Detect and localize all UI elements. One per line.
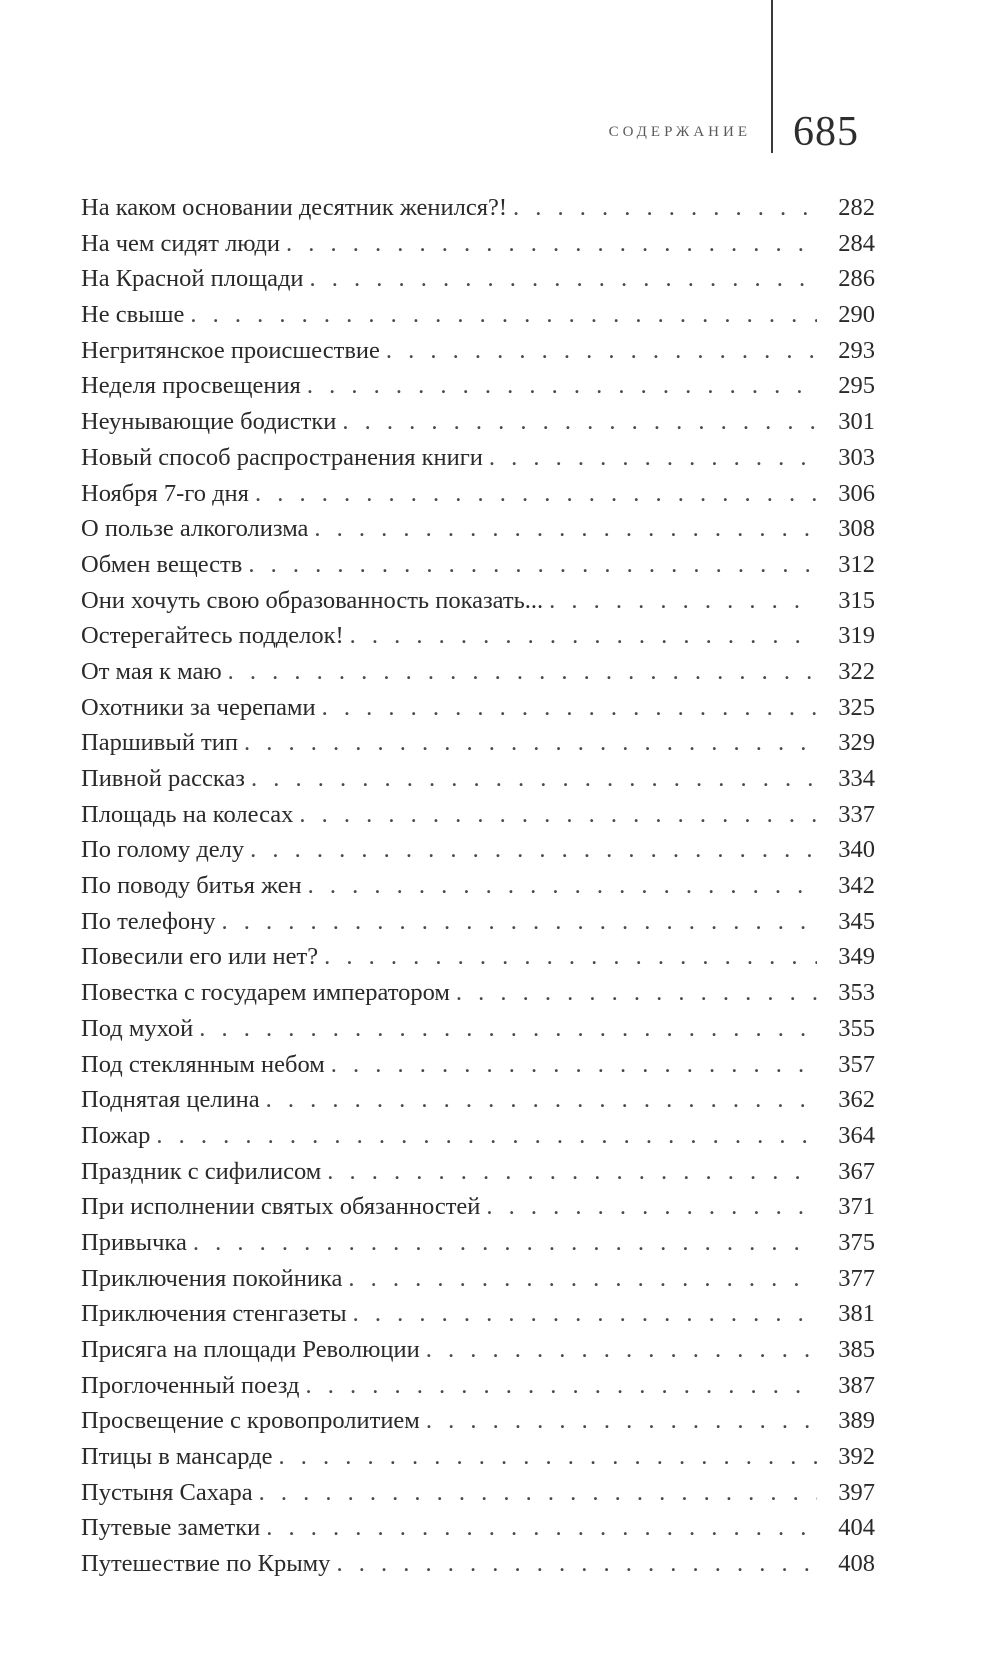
toc-dot-leader: [322, 690, 817, 726]
toc-dot-leader: [549, 583, 817, 619]
toc-dot-leader: [324, 939, 817, 975]
toc-entry-page: 301: [838, 408, 875, 436]
toc-entry-page: 375: [838, 1228, 875, 1256]
toc-entry-page: 319: [838, 622, 875, 650]
toc-entry-page: 385: [838, 1336, 875, 1363]
toc-dot-leader: [299, 797, 817, 833]
toc-entry-page: 345: [838, 907, 875, 935]
table-of-contents: [81, 190, 875, 1582]
toc-entry-title: Приключения покойника: [81, 1264, 343, 1292]
toc-dot-leader: [426, 1403, 817, 1439]
toc-entry-title: Новый способ распространения книги: [81, 443, 483, 471]
toc-entry[interactable]: [81, 1011, 875, 1047]
toc-entry[interactable]: [81, 725, 875, 761]
toc-entry[interactable]: [81, 1439, 875, 1475]
toc-entry[interactable]: [81, 547, 875, 583]
toc-entry[interactable]: [81, 690, 875, 726]
toc-entry[interactable]: [81, 832, 875, 868]
toc-entry[interactable]: [81, 226, 875, 262]
toc-entry-title: Просвещение с кровопролитием: [81, 1407, 420, 1435]
toc-entry[interactable]: [81, 1332, 875, 1368]
toc-entry-page: 322: [838, 657, 875, 685]
toc-entry[interactable]: [81, 261, 875, 297]
toc-dot-leader: [353, 1296, 817, 1332]
toc-entry[interactable]: [81, 1225, 875, 1261]
toc-entry[interactable]: [81, 904, 875, 940]
toc-entry-page: 371: [838, 1193, 875, 1221]
toc-entry[interactable]: [81, 297, 875, 333]
toc-entry[interactable]: [81, 975, 875, 1011]
toc-entry-page: 377: [838, 1264, 875, 1292]
toc-entry-title: Негритянское происшествие: [81, 336, 380, 364]
toc-entry-page: 312: [838, 550, 875, 578]
toc-entry[interactable]: [81, 868, 875, 904]
toc-entry-title: По поводу битья жен: [81, 872, 302, 900]
toc-entry[interactable]: [81, 1403, 875, 1439]
toc-entry-page: 404: [838, 1514, 875, 1542]
toc-dot-leader: [199, 1011, 817, 1047]
toc-entry[interactable]: [81, 939, 875, 975]
toc-entry-page: 303: [838, 443, 875, 471]
toc-dot-leader: [513, 190, 817, 226]
toc-entry-page: 362: [838, 1086, 875, 1114]
toc-entry-page: 295: [838, 372, 875, 400]
toc-dot-leader: [250, 832, 817, 868]
toc-entry-page: 306: [838, 479, 875, 507]
toc-entry-page: 286: [838, 265, 875, 293]
toc-dot-leader: [314, 511, 817, 547]
toc-entry-title: О пользе алкоголизма: [81, 515, 309, 543]
toc-entry-title: От мая к маю: [81, 657, 222, 685]
toc-dot-leader: [266, 1510, 817, 1546]
toc-entry[interactable]: [81, 190, 875, 226]
toc-dot-leader: [327, 1154, 817, 1190]
toc-entry[interactable]: [81, 761, 875, 797]
toc-dot-leader: [342, 404, 817, 440]
toc-entry-page: 325: [838, 693, 875, 721]
toc-entry-title: На Красной площади: [81, 265, 304, 293]
toc-dot-leader: [336, 1546, 817, 1582]
toc-entry-title: Праздник с сифилисом: [81, 1157, 322, 1185]
toc-entry[interactable]: [81, 1118, 875, 1154]
toc-entry-page: 353: [838, 979, 875, 1007]
toc-dot-leader: [350, 618, 817, 654]
toc-entry-page: 357: [838, 1050, 875, 1078]
toc-entry[interactable]: [81, 1510, 875, 1546]
page-number: 685: [793, 109, 859, 155]
toc-dot-leader: [308, 868, 817, 904]
toc-entry-page: 364: [838, 1121, 875, 1149]
toc-entry-title: Не свыше: [81, 301, 185, 329]
toc-entry-title: Паршивый тип: [81, 729, 238, 757]
toc-dot-leader: [248, 547, 817, 583]
toc-entry[interactable]: [81, 1546, 875, 1582]
toc-dot-leader: [259, 1475, 817, 1511]
toc-entry[interactable]: [81, 1047, 875, 1083]
toc-dot-leader: [456, 975, 817, 1011]
toc-entry-page: 381: [838, 1300, 875, 1328]
toc-entry[interactable]: [81, 1368, 875, 1404]
toc-dot-leader: [310, 261, 817, 297]
toc-dot-leader: [228, 654, 817, 690]
toc-entry-title: Охотники за черепами: [81, 693, 316, 721]
toc-entry-title: Проглоченный поезд: [81, 1371, 300, 1399]
toc-entry[interactable]: [81, 618, 875, 654]
toc-entry-page: 337: [838, 800, 875, 828]
toc-entry[interactable]: [81, 333, 875, 369]
toc-entry-page: 282: [838, 194, 875, 221]
toc-entry-title: Птицы в мансарде: [81, 1443, 273, 1471]
toc-entry[interactable]: [81, 1154, 875, 1190]
toc-entry-title: Приключения стенгазеты: [81, 1300, 347, 1328]
toc-entry[interactable]: [81, 404, 875, 440]
toc-entry-page: 397: [838, 1478, 875, 1506]
toc-entry-page: 355: [838, 1014, 875, 1042]
toc-entry[interactable]: [81, 511, 875, 547]
toc-dot-leader: [190, 297, 817, 333]
toc-entry-title: На каком основании десятник женился?!: [81, 194, 507, 221]
toc-entry-title: По голому делу: [81, 836, 245, 864]
toc-entry-page: 408: [838, 1550, 875, 1578]
toc-entry-page: 329: [838, 729, 875, 757]
toc-dot-leader: [331, 1047, 817, 1083]
toc-dot-leader: [307, 368, 817, 404]
toc-dot-leader: [489, 440, 817, 476]
toc-dot-leader: [386, 333, 817, 369]
toc-entry-title: Остерегайтесь подделок!: [81, 622, 344, 650]
toc-entry-page: 293: [838, 336, 875, 364]
toc-dot-leader: [193, 1225, 817, 1261]
toc-dot-leader: [244, 725, 817, 761]
toc-entry[interactable]: [81, 1189, 875, 1225]
toc-entry-title: Обмен веществ: [81, 550, 243, 578]
toc-entry-title: При исполнении святых обязанностей: [81, 1193, 481, 1221]
toc-entry-page: 387: [838, 1371, 875, 1399]
toc-entry[interactable]: [81, 368, 875, 404]
toc-entry-title: Под стеклянным небом: [81, 1050, 325, 1078]
toc-entry-title: Повестка с государем императором: [81, 979, 450, 1007]
toc-entry-title: Площадь на колесах: [81, 800, 294, 828]
toc-dot-leader: [348, 1261, 817, 1297]
toc-dot-leader: [255, 476, 817, 512]
toc-entry[interactable]: [81, 476, 875, 512]
toc-entry-page: 342: [838, 872, 875, 900]
toc-entry-title: Пожар: [81, 1121, 151, 1149]
toc-dot-leader: [486, 1189, 817, 1225]
toc-entry[interactable]: [81, 1296, 875, 1332]
toc-dot-leader: [251, 761, 817, 797]
toc-entry-title: Пивной рассказ: [81, 765, 245, 792]
toc-entry-title: На чем сидят люди: [81, 229, 280, 257]
toc-entry[interactable]: [81, 797, 875, 833]
toc-entry-page: 367: [838, 1157, 875, 1185]
toc-entry-title: Под мухой: [81, 1014, 194, 1042]
toc-entry-page: 284: [838, 229, 875, 257]
toc-entry-title: Присяга на площади Революции: [81, 1336, 420, 1363]
toc-dot-leader: [266, 1082, 817, 1118]
toc-entry-title: Путешествие по Крыму: [81, 1550, 331, 1578]
toc-entry-page: 308: [838, 515, 875, 543]
toc-entry-title: Привычка: [81, 1228, 187, 1256]
toc-dot-leader: [286, 226, 817, 262]
toc-dot-leader: [156, 1118, 817, 1154]
toc-entry-title: Поднятая целина: [81, 1086, 260, 1114]
toc-entry[interactable]: [81, 583, 875, 619]
toc-entry-title: Они хочуть свою образованность показать...: [81, 586, 544, 614]
toc-entry-title: Повесили его или нет?: [81, 943, 319, 971]
toc-entry[interactable]: [81, 1261, 875, 1297]
toc-entry-page: 290: [838, 301, 875, 329]
toc-entry[interactable]: [81, 1082, 875, 1118]
header-divider-rule: [771, 0, 773, 153]
running-head-title: СОДЕРЖАНИЕ: [608, 124, 751, 140]
toc-entry-page: 392: [838, 1443, 875, 1471]
toc-entry-title: Ноября 7-го дня: [81, 479, 249, 507]
toc-entry-title: Неунывающие бодистки: [81, 408, 337, 436]
toc-entry-page: 340: [838, 836, 875, 864]
toc-entry[interactable]: [81, 440, 875, 476]
toc-dot-leader: [222, 904, 817, 940]
toc-entry[interactable]: [81, 1475, 875, 1511]
toc-entry-page: 315: [838, 586, 875, 614]
toc-entry-title: По телефону: [81, 907, 216, 935]
toc-dot-leader: [306, 1368, 818, 1404]
toc-entry-page: 334: [838, 765, 875, 792]
toc-entry-page: 389: [838, 1407, 875, 1435]
toc-dot-leader: [279, 1439, 817, 1475]
toc-entry-title: Пустыня Сахара: [81, 1478, 253, 1506]
toc-entry-page: 349: [838, 943, 875, 971]
toc-entry-title: Неделя просвещения: [81, 372, 301, 400]
toc-entry-title: Путевые заметки: [81, 1514, 261, 1542]
toc-entry[interactable]: [81, 654, 875, 690]
toc-dot-leader: [426, 1332, 817, 1368]
